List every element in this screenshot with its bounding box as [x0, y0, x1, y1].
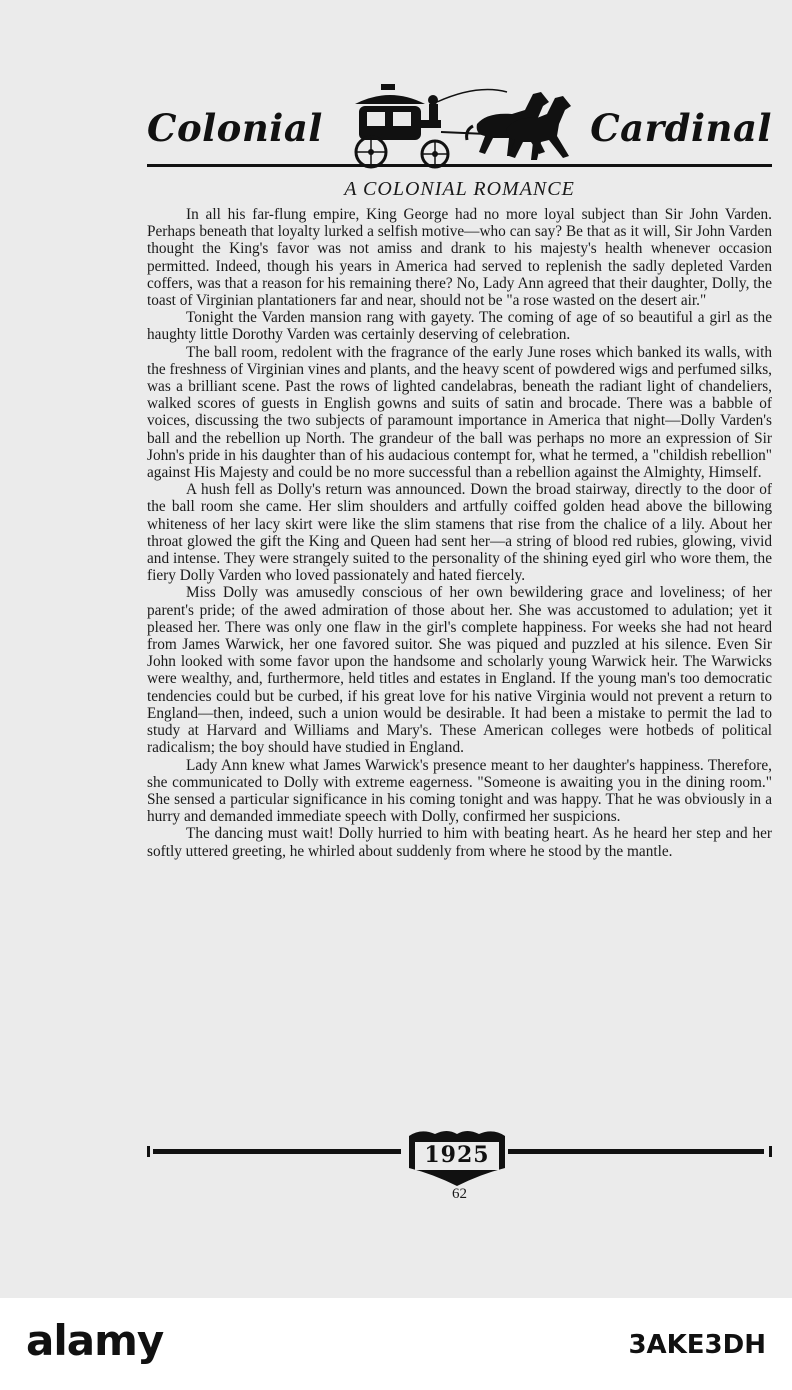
masthead-title-right: Cardinal	[590, 106, 772, 150]
watermark-image-code: 3AKE3DH	[628, 1330, 766, 1360]
article-title: A COLONIAL ROMANCE	[344, 178, 575, 200]
footer-ornament	[147, 1128, 772, 1188]
year-label: 1925	[424, 1142, 490, 1168]
paragraph: A hush fell as Dolly's return was announced. Down the broad stairway, directly to the door of the ball room she came. Her slim shoulders and artfully coiffed golden head above the billowing whiteness of her lacy skirt were like the slim stamens that rise from the chalice of a lily. About her throat glowed the gift the King and Queen had sent her—a string of blood red rubies, glowing, vivid and intense. They were strangely suited to the personality of the shining eyed girl who wore them, the fiery Dolly Varden who loved passionately and hated fiercely.	[147, 481, 772, 585]
footer-rule-right	[508, 1149, 764, 1154]
paragraph: Miss Dolly was amusedly conscious of her own bewildering grace and loveliness; of her parent's pride; of the awed admiration of those about her. She was accustomed to adulation; yet it pleased her. There was only one flaw in the girl's complete happiness. For weeks she had not heard from James Warwick, her one favored suitor. She was piqued and puzzled at his silence. Even Sir John looked with some favor upon the handsome and scholarly young Warwick heir. The Warwicks were wealthy, and, furthermore, held titles and estates in England. If the young man's too democratic tendencies could but be curbed, if his great love for his native Virginia would not prevent a return to England—then, indeed, such a union would be desirable. It had been a mistake to permit the lad to study at Harvard and Williams and Mary's. These American colleges were hotbeds of political radicalism; the boy should have studied in England.	[147, 584, 772, 757]
footer-rule-left	[153, 1149, 401, 1154]
masthead-rule	[147, 164, 772, 167]
paragraph: Lady Ann knew what James Warwick's presence meant to her daughter's happiness. Therefore, she communicated to Dolly with extreme eagerness. "Someone is awaiting you in the dining room." She sensed a particular significance in his coming tonight and was happy. That he was obviously in a hurry and demanded immediate speech with Dolly, confirmed her suspicions.	[147, 756, 772, 826]
paragraph: The dancing must wait! Dolly hurried to him with beating heart. As he heard her step and her softly uttered greeting, he whirled about suddenly from where he stood by the mantle.	[147, 825, 772, 860]
masthead-title-left: Colonial	[147, 106, 323, 150]
paragraph: Tonight the Varden mansion rang with gayety. The coming of age of so beautiful a girl as the haughty little Dorothy Varden was certainly deserving of celebration.	[147, 309, 772, 344]
horse-drawn-coach-icon	[337, 80, 577, 170]
paragraph: The ball room, redolent with the fragrance of the early June roses which banked its walls, with the freshness of Virginian vines and plants, and the heavy scent of powdered wigs and perfumed silks, was a brilliant scene. Past the rows of lighted candelabras, beneath the radiant light of chandeliers, walked scores of guests in English gowns and suits of satin and brocade. There was a babble of voices, discussing the two subjects of paramount importance in America that night—Dolly Varden's ball and the rebellion up North. The grandeur of the ball was perhaps no more an expression of Sir John's pride in his daughter than of his audacious contempt for, what he termed, a "childish rebellion" against His Majesty and could be no more successful than a rebellion against the Almighty, Himself.	[147, 343, 772, 482]
article-body	[147, 206, 772, 860]
footer-end-tick	[147, 1146, 150, 1157]
masthead	[147, 76, 772, 172]
page-number: 62	[452, 1186, 467, 1202]
watermark-bar	[0, 1298, 792, 1390]
paragraph: In all his far-flung empire, King George had no more loyal subject than Sir John Varden. Perhaps beneath that loyalty lurked a selfish motive—who can say? Be that as it will, Sir John Varden thought the King's favor was not amiss and drank to his majesty's health whenever occasion permitted. Indeed, though his years in America had served to replenish the sadly depleted Varden coffers, was that a reason for his remaining there? No, Lady Ann agreed that their daughter, Dolly, the toast of Virginian plantationers far and near, should not be "a rose wasted on the desert air."	[147, 206, 772, 310]
watermark-logo: alamy	[26, 1316, 164, 1365]
footer-end-tick	[769, 1146, 772, 1157]
